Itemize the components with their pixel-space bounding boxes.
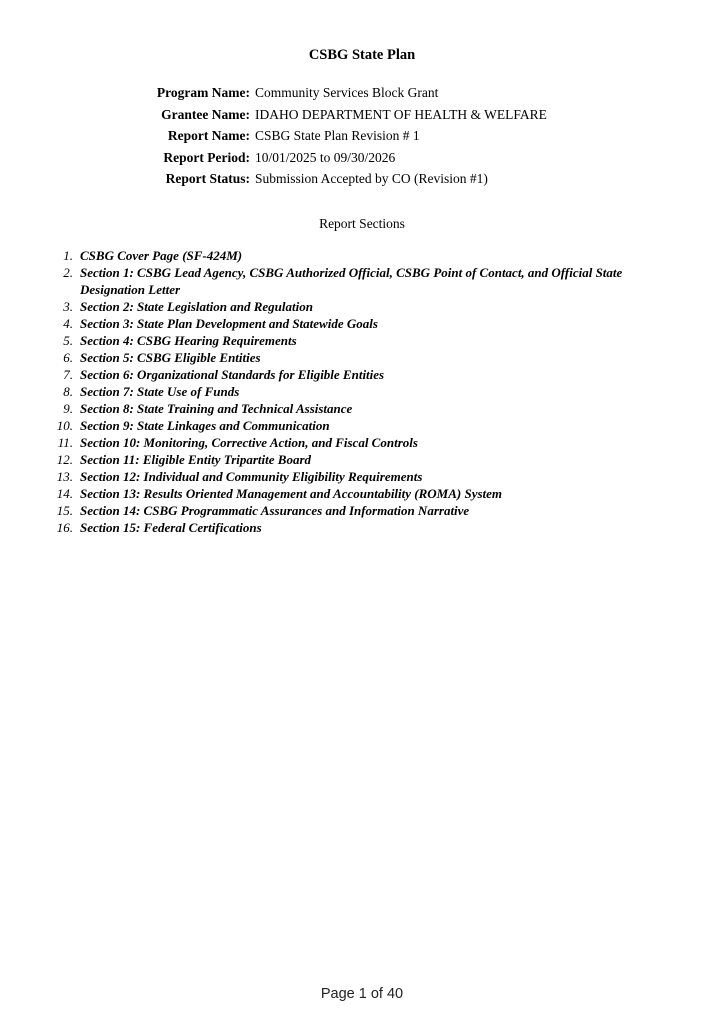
report-section-title: Section 7: State Use of Funds xyxy=(80,383,240,399)
page-indicator: Page 1 of 40 xyxy=(320,986,404,1002)
document-title: CSBG State Plan xyxy=(308,47,416,63)
report-section-item xyxy=(0,400,662,417)
report-section-number: 14. xyxy=(56,485,73,501)
report-section-number: 11. xyxy=(57,434,73,450)
report-section-item xyxy=(0,502,662,519)
report-meta-label: Report Status: xyxy=(165,171,250,186)
report-meta-row xyxy=(0,147,724,169)
report-section-number: 12. xyxy=(56,451,73,467)
report-section-title: CSBG Cover Page (SF-424M) xyxy=(80,247,243,263)
report-section-item xyxy=(0,366,662,383)
report-meta-value: Community Services Block Grant xyxy=(255,85,439,100)
report-section-title: Section 11: Eligible Entity Tripartite Board xyxy=(80,451,312,467)
report-meta-value: 10/01/2025 to 09/30/2026 xyxy=(255,149,396,165)
report-section-item xyxy=(0,298,662,315)
report-section-title: Section 6: Organizational Standards for Eligible Entities xyxy=(80,366,385,382)
report-section-title: Section 9: State Linkages and Communication xyxy=(80,417,330,433)
report-section-title: Section 8: State Training and Technical Assistance xyxy=(80,400,353,416)
report-section-number: 6. xyxy=(63,349,73,365)
report-section-number: 5. xyxy=(63,332,73,348)
report-meta-label: Report Period: xyxy=(163,149,250,165)
report-section-item xyxy=(0,434,662,451)
report-section-number: 10. xyxy=(56,417,73,433)
report-section-title: Section 4: CSBG Hearing Requirements xyxy=(80,332,297,348)
report-section-item xyxy=(0,468,662,485)
report-section-title: Section 5: CSBG Eligible Entities xyxy=(80,349,261,365)
report-meta-label: Program Name: xyxy=(156,85,250,100)
report-section-number: 13. xyxy=(56,468,73,484)
report-meta-row xyxy=(0,125,724,147)
report-section-item xyxy=(0,383,662,400)
report-meta-row xyxy=(0,104,724,126)
report-meta-value: IDAHO DEPARTMENT OF HEALTH & WELFARE xyxy=(255,106,547,122)
report-section-title: Section 3: State Plan Development and Statewide Goals xyxy=(80,315,378,331)
report-section-item xyxy=(0,349,662,366)
report-section-item xyxy=(0,519,662,536)
report-section-title: Section 1: CSBG Lead Agency, CSBG Authorized Official, CSBG Point of Contact, and Official State Designation Letter xyxy=(80,264,623,297)
report-section-title: Section 15: Federal Certifications xyxy=(80,519,262,535)
report-section-item xyxy=(0,264,662,298)
report-section-number: 1. xyxy=(63,247,73,263)
report-section-item xyxy=(0,332,662,349)
report-meta-label: Report Name: xyxy=(167,128,250,143)
report-meta-value: Submission Accepted by CO (Revision #1) xyxy=(255,171,488,186)
report-section-number: 2. xyxy=(63,264,73,280)
report-meta-row xyxy=(0,168,724,190)
report-section-item xyxy=(0,247,662,264)
report-section-title: Section 13: Results Oriented Management and Accountability (ROMA) System xyxy=(80,485,503,501)
report-section-title: Section 10: Monitoring, Corrective Action, and Fiscal Controls xyxy=(80,434,418,450)
report-section-title: Section 14: CSBG Programmatic Assurances and Information Narrative xyxy=(80,502,470,518)
report-section-item xyxy=(0,417,662,434)
report-section-title: Section 12: Individual and Community Eligibility Requirements xyxy=(80,468,423,484)
report-section-number: 3. xyxy=(63,298,73,314)
report-sections-heading: Report Sections xyxy=(319,215,405,231)
report-section-title: Section 2: State Legislation and Regulation xyxy=(80,298,313,314)
report-section-item xyxy=(0,485,662,502)
report-meta-label: Grantee Name: xyxy=(161,106,250,122)
report-meta-value: CSBG State Plan Revision # 1 xyxy=(255,128,420,143)
report-section-number: 4. xyxy=(63,315,73,331)
report-section-item xyxy=(0,315,662,332)
report-section-number: 9. xyxy=(63,400,73,416)
report-section-number: 8. xyxy=(63,383,73,399)
report-section-number: 7. xyxy=(63,366,73,382)
report-meta-row xyxy=(0,82,724,104)
report-section-number: 15. xyxy=(56,502,73,518)
report-section-number: 16. xyxy=(56,519,73,535)
report-section-item xyxy=(0,451,662,468)
report-meta xyxy=(0,82,724,190)
report-sections-list xyxy=(0,247,662,536)
